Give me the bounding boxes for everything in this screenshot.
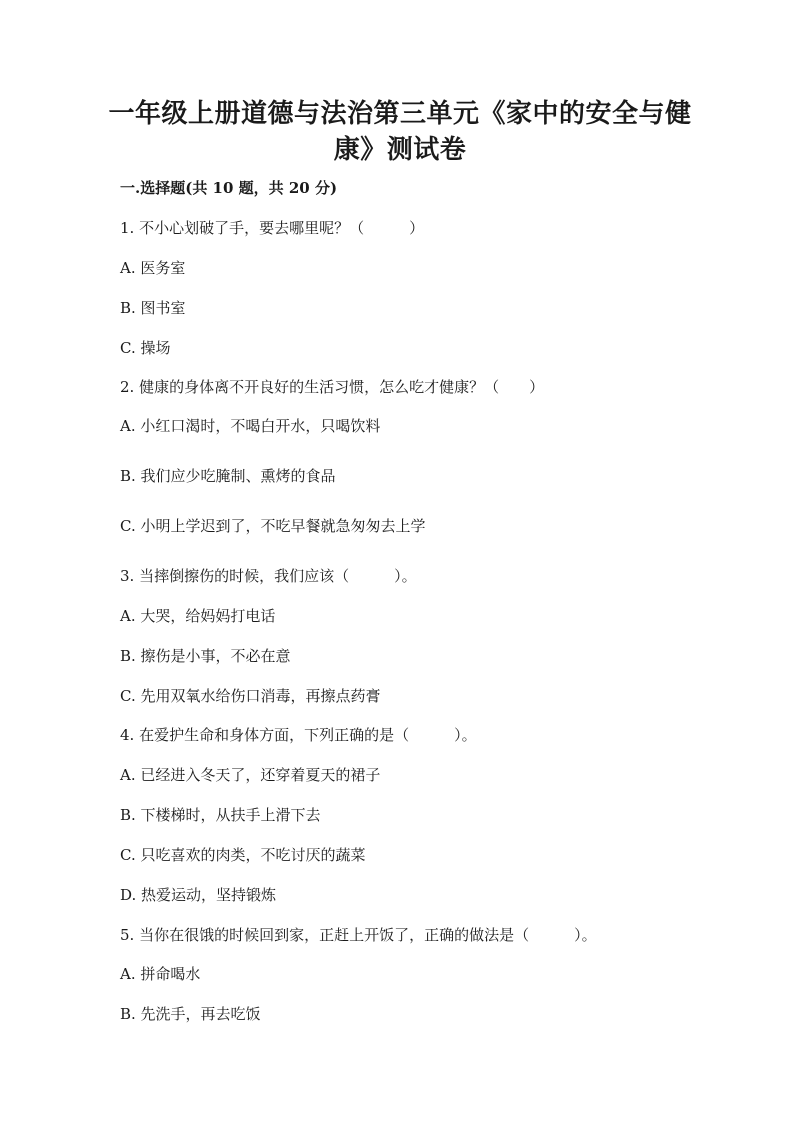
question-1-stem: 1. 不小心划破了手，要去哪里呢？（ ）: [120, 219, 425, 237]
section-heading: 一.选择题(共 10 题，共 20 分): [120, 179, 338, 197]
question-4-option-c: C. 只吃喜欢的肉类，不吃讨厌的蔬菜: [120, 846, 366, 864]
page-title: 一年级上册道德与法治第三单元《家中的安全与健康》测试卷: [108, 99, 692, 165]
question-2-option-a: A. 小红口渴时，不喝白开水，只喝饮料: [120, 417, 381, 435]
question-2-option-b: B. 我们应少吃腌制、熏烤的食品: [120, 467, 336, 485]
question-4-option-b: B. 下楼梯时，从扶手上滑下去: [120, 806, 321, 824]
question-2-stem: 2. 健康的身体离不开良好的生活习惯，怎么吃才健康？（ ）: [120, 378, 545, 396]
question-3-option-a: A. 大哭，给妈妈打电话: [120, 607, 276, 625]
question-4-option-d: D. 热爱运动，坚持锻炼: [120, 886, 277, 904]
question-5-option-b: B. 先洗手，再去吃饭: [120, 1005, 261, 1023]
question-5-stem: 5. 当你在很饿的时候回到家，正赶上开饭了，正确的做法是（ ）。: [120, 926, 597, 944]
question-4-stem: 4. 在爱护生命和身体方面，下列正确的是（ ）。: [120, 726, 477, 744]
question-1-option-c: C. 操场: [120, 339, 171, 357]
question-1-option-b: B. 图书室: [120, 299, 186, 317]
question-3-option-c: C. 先用双氧水给伤口消毒，再擦点药膏: [120, 687, 381, 705]
question-3-option-b: B. 擦伤是小事，不必在意: [120, 647, 291, 665]
question-4-option-a: A. 已经进入冬天了，还穿着夏天的裙子: [120, 766, 381, 784]
question-2-option-c: C. 小明上学迟到了，不吃早餐就急匆匆去上学: [120, 517, 426, 535]
question-1-option-a: A. 医务室: [120, 259, 186, 277]
question-5-option-a: A. 拼命喝水: [120, 965, 201, 983]
question-3-stem: 3. 当摔倒擦伤的时候，我们应该（ ）。: [120, 567, 417, 585]
